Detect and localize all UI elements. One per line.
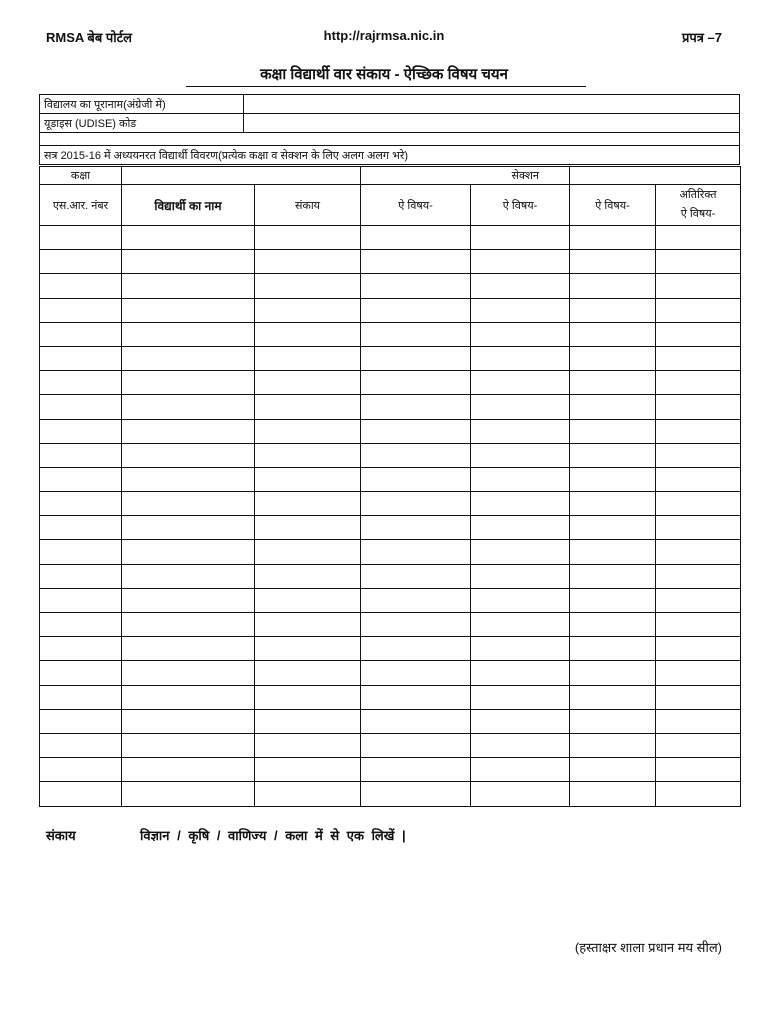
table-cell[interactable] bbox=[471, 395, 570, 419]
udise-field[interactable] bbox=[244, 114, 740, 133]
table-cell[interactable] bbox=[255, 637, 361, 661]
table-row bbox=[40, 709, 741, 733]
table-cell[interactable] bbox=[361, 226, 471, 250]
table-cell[interactable] bbox=[40, 685, 122, 709]
table-cell[interactable] bbox=[361, 250, 471, 274]
table-cell[interactable] bbox=[122, 733, 255, 757]
table-cell[interactable] bbox=[570, 516, 656, 540]
table-cell[interactable] bbox=[122, 250, 255, 274]
table-cell[interactable] bbox=[40, 346, 122, 370]
table-cell[interactable] bbox=[570, 226, 656, 250]
table-cell[interactable] bbox=[361, 661, 471, 685]
table-cell[interactable] bbox=[122, 371, 255, 395]
table-cell[interactable] bbox=[656, 298, 741, 322]
table-cell[interactable] bbox=[255, 661, 361, 685]
table-cell[interactable] bbox=[471, 346, 570, 370]
table-row bbox=[40, 443, 741, 467]
table-cell[interactable] bbox=[361, 322, 471, 346]
table-cell[interactable] bbox=[471, 758, 570, 782]
table-cell[interactable] bbox=[255, 709, 361, 733]
table-cell[interactable] bbox=[255, 395, 361, 419]
table-cell[interactable] bbox=[122, 613, 255, 637]
table-cell[interactable] bbox=[40, 250, 122, 274]
table-cell[interactable] bbox=[570, 322, 656, 346]
table-row bbox=[40, 250, 741, 274]
table-row bbox=[40, 226, 741, 250]
table-cell[interactable] bbox=[40, 661, 122, 685]
table-cell[interactable] bbox=[471, 588, 570, 612]
table-cell[interactable] bbox=[361, 733, 471, 757]
table-cell[interactable] bbox=[471, 322, 570, 346]
table-cell[interactable] bbox=[122, 516, 255, 540]
table-cell[interactable] bbox=[122, 322, 255, 346]
col-additional-subject bbox=[656, 185, 741, 226]
table-cell[interactable] bbox=[656, 758, 741, 782]
table-cell[interactable] bbox=[570, 588, 656, 612]
table-cell[interactable] bbox=[40, 733, 122, 757]
col-additional-subject-label: ऐ विषय- bbox=[680, 208, 716, 220]
table-row bbox=[40, 540, 741, 564]
table-cell[interactable] bbox=[656, 564, 741, 588]
table-cell[interactable] bbox=[656, 637, 741, 661]
table-cell[interactable] bbox=[255, 226, 361, 250]
col-subject-2: ऐ विषय- bbox=[471, 185, 570, 226]
table-cell[interactable] bbox=[40, 467, 122, 491]
table-row bbox=[40, 588, 741, 612]
col-faculty: संकाय bbox=[255, 185, 361, 226]
table-cell[interactable] bbox=[40, 637, 122, 661]
table-cell[interactable] bbox=[656, 274, 741, 298]
table-row bbox=[40, 661, 741, 685]
table-cell[interactable] bbox=[570, 685, 656, 709]
table-cell[interactable] bbox=[255, 613, 361, 637]
table-cell[interactable] bbox=[471, 298, 570, 322]
table-cell[interactable] bbox=[122, 467, 255, 491]
table-cell[interactable] bbox=[255, 298, 361, 322]
table-cell[interactable] bbox=[656, 613, 741, 637]
table-cell[interactable] bbox=[122, 226, 255, 250]
table-cell[interactable] bbox=[361, 274, 471, 298]
section-field[interactable] bbox=[570, 167, 741, 185]
table-cell[interactable] bbox=[570, 540, 656, 564]
table-cell[interactable] bbox=[656, 588, 741, 612]
table-cell[interactable] bbox=[656, 540, 741, 564]
table-cell[interactable] bbox=[471, 371, 570, 395]
table-cell[interactable] bbox=[255, 419, 361, 443]
table-row bbox=[40, 516, 741, 540]
table-cell[interactable] bbox=[471, 613, 570, 637]
table-cell[interactable] bbox=[122, 419, 255, 443]
section-label: सेक्शन bbox=[361, 167, 570, 185]
table-row bbox=[40, 467, 741, 491]
portal-url: http://rajrmsa.nic.in bbox=[323, 28, 445, 43]
page-title: कक्षा विद्यार्थी वार संकाय - ऐच्छिक विषय चयन bbox=[260, 66, 508, 83]
table-cell[interactable] bbox=[255, 540, 361, 564]
table-row bbox=[40, 371, 741, 395]
table-cell[interactable] bbox=[656, 371, 741, 395]
table-row bbox=[40, 322, 741, 346]
table-cell[interactable] bbox=[122, 564, 255, 588]
table-cell[interactable] bbox=[40, 540, 122, 564]
table-cell[interactable] bbox=[570, 758, 656, 782]
table-row bbox=[40, 346, 741, 370]
table-cell[interactable] bbox=[122, 346, 255, 370]
table-cell[interactable] bbox=[40, 274, 122, 298]
table-cell[interactable] bbox=[361, 685, 471, 709]
table-row bbox=[40, 395, 741, 419]
table-cell[interactable] bbox=[255, 733, 361, 757]
table-row bbox=[40, 419, 741, 443]
table-row bbox=[40, 733, 741, 757]
table-cell[interactable] bbox=[656, 492, 741, 516]
table-cell[interactable] bbox=[361, 758, 471, 782]
table-cell[interactable] bbox=[361, 371, 471, 395]
table-cell[interactable] bbox=[255, 564, 361, 588]
table-cell[interactable] bbox=[40, 298, 122, 322]
class-label: कक्षा bbox=[40, 167, 122, 185]
table-row bbox=[40, 685, 741, 709]
table-cell[interactable] bbox=[570, 709, 656, 733]
table-cell[interactable] bbox=[471, 637, 570, 661]
table-row bbox=[40, 492, 741, 516]
table-cell[interactable] bbox=[471, 540, 570, 564]
table-cell[interactable] bbox=[570, 395, 656, 419]
table-cell[interactable] bbox=[361, 564, 471, 588]
table-cell[interactable] bbox=[40, 226, 122, 250]
table-cell[interactable] bbox=[361, 443, 471, 467]
table-cell[interactable] bbox=[361, 613, 471, 637]
table-row bbox=[40, 758, 741, 782]
table-cell[interactable] bbox=[255, 322, 361, 346]
table-cell[interactable] bbox=[255, 346, 361, 370]
table-cell[interactable] bbox=[656, 782, 741, 806]
table-cell[interactable] bbox=[570, 419, 656, 443]
table-cell[interactable] bbox=[656, 443, 741, 467]
table-cell[interactable] bbox=[40, 516, 122, 540]
table-cell[interactable] bbox=[471, 274, 570, 298]
table-cell[interactable] bbox=[471, 709, 570, 733]
table-cell[interactable] bbox=[255, 782, 361, 806]
table-cell[interactable] bbox=[471, 250, 570, 274]
table-cell[interactable] bbox=[122, 685, 255, 709]
table-cell[interactable] bbox=[40, 371, 122, 395]
table-cell[interactable] bbox=[255, 371, 361, 395]
table-cell[interactable] bbox=[570, 443, 656, 467]
table-cell[interactable] bbox=[122, 588, 255, 612]
table-cell[interactable] bbox=[656, 395, 741, 419]
table-cell[interactable] bbox=[570, 637, 656, 661]
table-cell[interactable] bbox=[570, 250, 656, 274]
table-row bbox=[40, 637, 741, 661]
school-name-field[interactable] bbox=[244, 95, 740, 114]
session-note: सत्र 2015-16 में अध्ययनरत विद्यार्थी विवरण(प्रत्येक कक्षा व सेक्शन के लिए अलग अलग भरे) bbox=[40, 146, 740, 165]
faculty-footer-text: विज्ञान / कृषि / वाणिज्य / कला में से एक लिखें | bbox=[140, 828, 406, 843]
school-info-table bbox=[39, 94, 740, 165]
table-cell[interactable] bbox=[471, 661, 570, 685]
table-cell[interactable] bbox=[122, 443, 255, 467]
table-cell[interactable] bbox=[122, 782, 255, 806]
table-cell[interactable] bbox=[255, 467, 361, 491]
form-number: प्रपत्र –7 bbox=[681, 30, 722, 45]
table-cell[interactable] bbox=[40, 613, 122, 637]
table-cell[interactable] bbox=[361, 492, 471, 516]
class-field[interactable] bbox=[122, 167, 361, 185]
table-cell[interactable] bbox=[570, 298, 656, 322]
table-cell[interactable] bbox=[656, 685, 741, 709]
table-cell[interactable] bbox=[255, 274, 361, 298]
table-cell[interactable] bbox=[471, 226, 570, 250]
table-cell[interactable] bbox=[570, 371, 656, 395]
table-cell[interactable] bbox=[122, 758, 255, 782]
table-cell[interactable] bbox=[656, 419, 741, 443]
table-cell[interactable] bbox=[570, 733, 656, 757]
table-cell[interactable] bbox=[656, 322, 741, 346]
table-cell[interactable] bbox=[40, 709, 122, 733]
table-cell[interactable] bbox=[40, 419, 122, 443]
table-row bbox=[40, 274, 741, 298]
table-cell[interactable] bbox=[122, 661, 255, 685]
table-cell[interactable] bbox=[656, 250, 741, 274]
table-cell[interactable] bbox=[255, 588, 361, 612]
principal-signature: (हस्ताक्षर शाला प्रधान मय सील) bbox=[574, 940, 722, 955]
table-cell[interactable] bbox=[255, 443, 361, 467]
table-cell[interactable] bbox=[570, 467, 656, 491]
table-cell[interactable] bbox=[361, 346, 471, 370]
table-cell[interactable] bbox=[656, 346, 741, 370]
table-cell[interactable] bbox=[471, 467, 570, 491]
table-cell[interactable] bbox=[361, 709, 471, 733]
table-cell[interactable] bbox=[361, 782, 471, 806]
table-cell[interactable] bbox=[255, 492, 361, 516]
table-cell[interactable] bbox=[361, 540, 471, 564]
table-cell[interactable] bbox=[471, 419, 570, 443]
table-cell[interactable] bbox=[656, 709, 741, 733]
table-cell[interactable] bbox=[255, 250, 361, 274]
table-cell[interactable] bbox=[361, 419, 471, 443]
table-cell[interactable] bbox=[255, 758, 361, 782]
school-name-label: विद्यालय का पूरानाम(अंग्रेजी में) bbox=[40, 95, 244, 114]
table-cell[interactable] bbox=[122, 395, 255, 419]
table-cell[interactable] bbox=[122, 298, 255, 322]
table-row bbox=[40, 298, 741, 322]
table-cell[interactable] bbox=[471, 516, 570, 540]
table-cell[interactable] bbox=[40, 564, 122, 588]
table-cell[interactable] bbox=[656, 226, 741, 250]
col-sr-number: एस.आर. नंबर bbox=[40, 185, 122, 226]
table-cell[interactable] bbox=[122, 492, 255, 516]
table-cell[interactable] bbox=[570, 274, 656, 298]
table-cell[interactable] bbox=[122, 540, 255, 564]
faculty-footer-label: संकाय bbox=[46, 828, 76, 843]
table-cell[interactable] bbox=[656, 733, 741, 757]
col-subject-1: ऐ विषय- bbox=[361, 185, 471, 226]
spacer-row bbox=[40, 133, 740, 146]
table-cell[interactable] bbox=[122, 709, 255, 733]
table-cell[interactable] bbox=[361, 588, 471, 612]
table-cell[interactable] bbox=[361, 516, 471, 540]
table-cell[interactable] bbox=[361, 467, 471, 491]
col-subject-3: ऐ विषय- bbox=[570, 185, 656, 226]
col-student-name: विद्यार्थी का नाम bbox=[122, 185, 255, 226]
table-cell[interactable] bbox=[40, 758, 122, 782]
table-cell[interactable] bbox=[656, 516, 741, 540]
table-cell[interactable] bbox=[361, 395, 471, 419]
table-row bbox=[40, 613, 741, 637]
table-cell[interactable] bbox=[570, 782, 656, 806]
student-grid bbox=[39, 166, 741, 807]
table-cell[interactable] bbox=[40, 492, 122, 516]
table-cell[interactable] bbox=[40, 782, 122, 806]
table-cell[interactable] bbox=[40, 588, 122, 612]
table-cell[interactable] bbox=[471, 733, 570, 757]
table-cell[interactable] bbox=[570, 492, 656, 516]
table-cell[interactable] bbox=[255, 516, 361, 540]
table-cell[interactable] bbox=[570, 661, 656, 685]
table-cell[interactable] bbox=[255, 685, 361, 709]
table-cell[interactable] bbox=[471, 782, 570, 806]
table-cell[interactable] bbox=[471, 492, 570, 516]
table-row bbox=[40, 782, 741, 806]
table-cell[interactable] bbox=[656, 467, 741, 491]
table-cell[interactable] bbox=[471, 564, 570, 588]
udise-label: यूडाइस (UDISE) कोड bbox=[40, 114, 244, 133]
table-cell[interactable] bbox=[122, 637, 255, 661]
portal-name: RMSA बेब पोर्टल bbox=[46, 30, 132, 45]
table-cell[interactable] bbox=[122, 274, 255, 298]
table-cell[interactable] bbox=[361, 298, 471, 322]
table-cell[interactable] bbox=[570, 346, 656, 370]
table-cell[interactable] bbox=[40, 395, 122, 419]
table-cell[interactable] bbox=[570, 613, 656, 637]
table-cell[interactable] bbox=[40, 322, 122, 346]
table-row bbox=[40, 564, 741, 588]
table-cell[interactable] bbox=[471, 443, 570, 467]
table-cell[interactable] bbox=[656, 661, 741, 685]
col-additional-label: अतिरिक्त bbox=[679, 189, 717, 201]
table-cell[interactable] bbox=[570, 564, 656, 588]
table-cell[interactable] bbox=[40, 443, 122, 467]
table-cell[interactable] bbox=[361, 637, 471, 661]
table-cell[interactable] bbox=[471, 685, 570, 709]
